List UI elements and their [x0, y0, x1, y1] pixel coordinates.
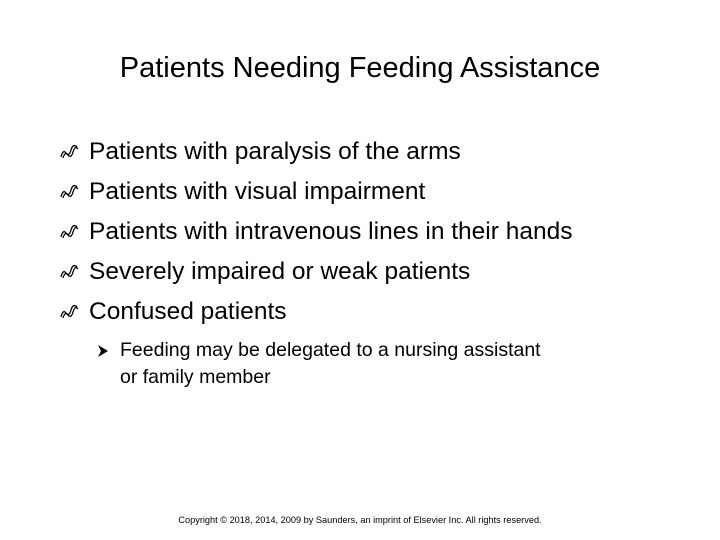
bullet-item	[60, 172, 572, 212]
bullet-text: Patients with paralysis of the arms	[89, 138, 461, 165]
bullet-item	[60, 132, 572, 172]
bullet-item	[60, 212, 572, 252]
bullet-text: Patients with intravenous lines in their hands	[89, 218, 573, 245]
wavy-bullet-icon	[60, 145, 79, 159]
sub-bullet-line-2: or family member	[120, 366, 271, 388]
sub-bullet-line-1: Feeding may be delegated to a nursing assistant	[120, 339, 541, 361]
wavy-bullet-icon	[60, 225, 79, 239]
copyright-notice: Copyright © 2018, 2014, 2009 by Saunders, an imprint of Elsevier Inc. All rights reserved.	[178, 515, 542, 525]
bullet-text: Severely impaired or weak patients	[89, 258, 471, 285]
bullet-text: Patients with visual impairment	[89, 178, 426, 205]
slide-title: Patients Needing Feeding Assistance	[119, 52, 601, 84]
bullet-list	[60, 132, 572, 332]
wavy-bullet-icon	[60, 185, 79, 199]
wavy-bullet-icon	[60, 265, 79, 279]
wavy-bullet-icon	[60, 305, 79, 319]
bullet-item	[60, 252, 572, 292]
bullet-text: Confused patients	[89, 298, 287, 325]
bullet-item	[60, 292, 572, 332]
arrow-bullet-icon	[96, 344, 110, 358]
sub-bullet-item	[120, 337, 660, 391]
